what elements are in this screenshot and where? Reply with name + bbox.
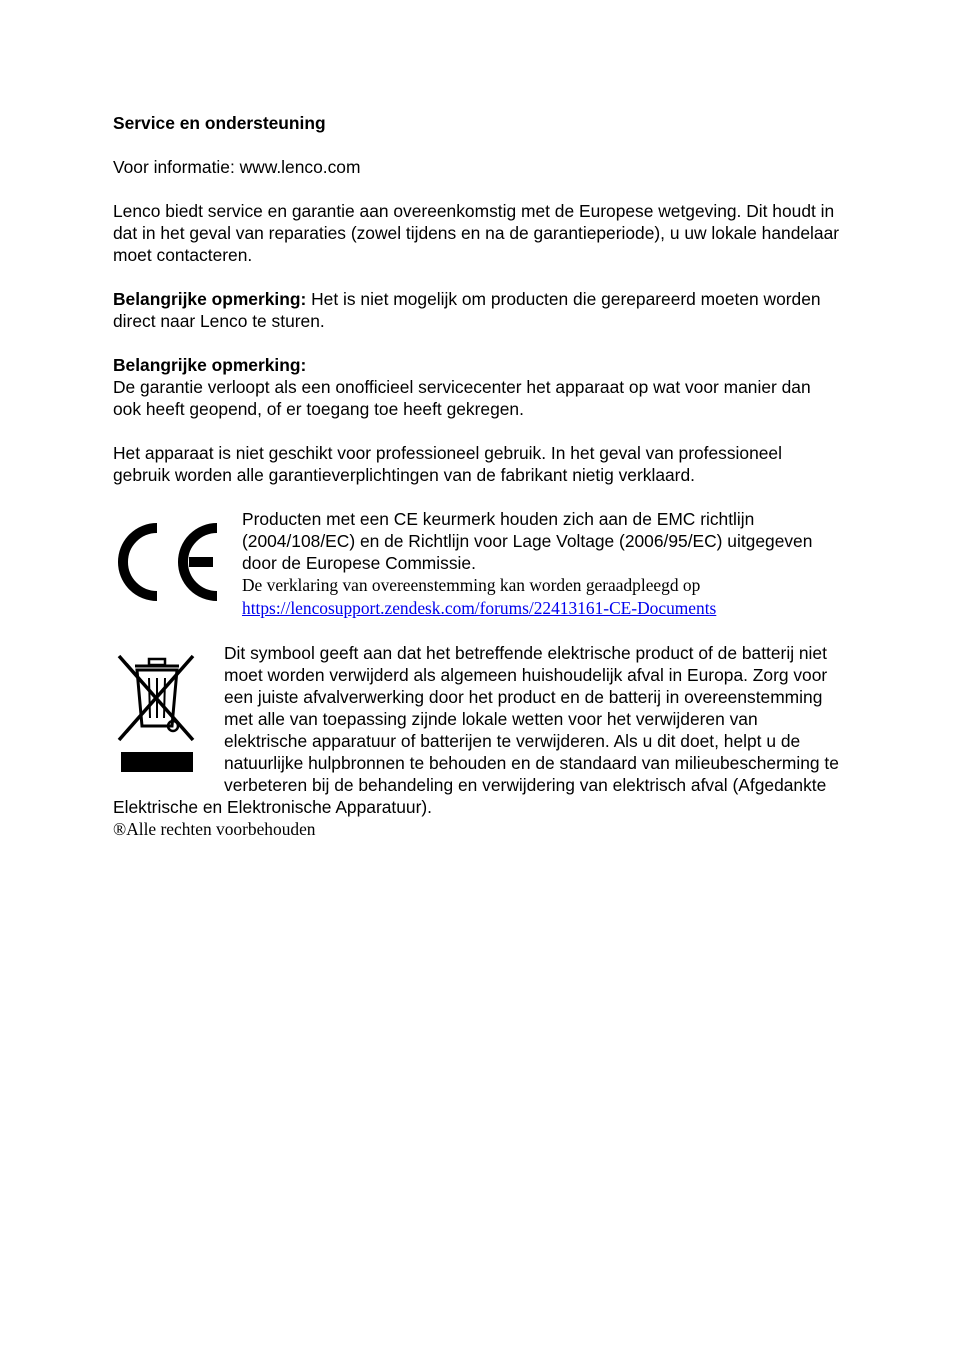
weee-text: Dit symbool geeft aan dat het betreffende elektrische product of de batterij niet moet worden verwijderd als algemeen huishoudelijk afval in Europa. Zorg voor een juiste afvalverwerking door het product en de batterij in overeenstemming met alle van toepassing zijnde lokale wetten voor het verwijderen van elektrische apparatuur of batterijen te verwijderen. Als u dit doet, helpt u de natuurlijke hulpbronnen te behouden en de standaard van milieubescherming te verbeteren bij de behandeling en verwijdering van elektrisch afval (Afgedankte Elektrische en Elektronische Apparatuur). [113, 643, 839, 817]
ce-text: Producten met een CE keurmerk houden zich aan de EMC richtlijn (2004/108/EC) en de Richtlijn voor Lage Voltage (2006/95/EC) uitgegeven door de Europese Commissie. [242, 509, 813, 573]
important-note-2-text: De garantie verloopt als een onofficieel servicecenter het apparaat op wat voor manier dan ook heeft geopend, of er toegang toe heeft gekregen. [113, 377, 811, 419]
professional-use-paragraph: Het apparaat is niet geschikt voor professioneel gebruik. In het geval van professioneel gebruik worden alle garantieverplichtingen van de fabrikant nietig verklaard. [113, 443, 782, 485]
important-note-2-label: Belangrijke opmerking: [113, 355, 307, 375]
ce-documents-link[interactable]: https://lencosupport.zendesk.com/forums/22413161-CE-Documents [242, 598, 717, 618]
document-page [113, 112, 843, 840]
important-note-1 [113, 288, 843, 332]
note-text: Het is niet mogelijk om producten die gerepareerd moeten worden direct naar Lenco te sturen. [113, 289, 821, 331]
warranty-paragraph: Lenco biedt service en garantie aan overeenkomstig met de Europese wetgeving. Dit houdt in dat in het geval van reparaties (zowel tijdens en na de garantieperiode), u uw lokale handelaar moet contacteren. [113, 201, 840, 265]
section-heading: Service en ondersteuning [113, 113, 326, 133]
ce-declaration: De verklaring van overeenstemming kan worden geraadpleegd op [242, 575, 701, 595]
info-line: Voor informatie: www.lenco.com [113, 157, 361, 177]
rights-reserved: ®Alle rechten voorbehouden [113, 819, 316, 839]
ce-mark-icon [117, 522, 225, 602]
weee-section [113, 642, 843, 818]
ce-section [113, 508, 843, 620]
note-label: Belangrijke opmerking: [113, 289, 307, 309]
crossed-out-bin-icon [113, 648, 199, 778]
